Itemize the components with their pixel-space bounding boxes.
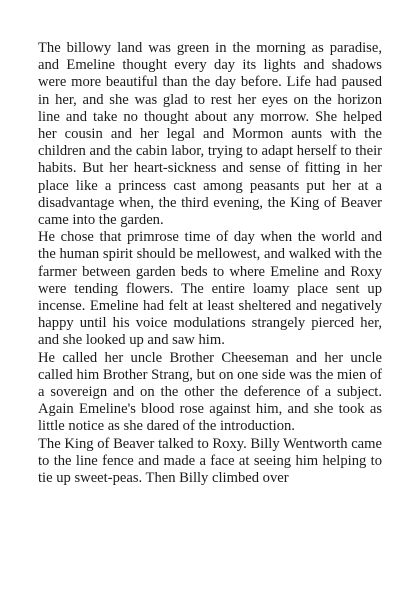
- paragraph: He chose that primrose time of day when the world and the human spirit should be mellowest, and walked with the farmer between garden beds to where Emeline and Roxy were tending flowers. The entire loamy place sent up incense. Emeline had felt at least sheltered and negatively happy until his voice modulations strangely pierced her, and she looked up and saw him.: [38, 229, 382, 349]
- paragraph: The billowy land was green in the morning as paradise, and Emeline thought every day its lights and shadows were more beautiful than the day before. Life had paused in her, and she was glad to rest her eyes on the horizon line and take no thought about any morrow. She helped her cousin and her legal and Mormon aunts with the children and the cabin labor, trying to adapt herself to their habits. But her heart-sickness and sense of fitting in her place like a princess cast among peasants put her at a disadvantage when, the third evening, the King of Beaver came into the garden.: [38, 40, 382, 229]
- paragraph: He called her uncle Brother Cheeseman and her uncle called him Brother Strang, but on one side was the mien of a sovereign and on the other the deference of a subject. Again Emeline's blood rose against him, and she took as little notice as she dared of the introduction.: [38, 349, 382, 435]
- paragraph: The King of Beaver talked to Roxy. Billy Wentworth came to the line fence and made a face at seeing him helping to tie up sweet-peas. Then Billy climbed over: [38, 435, 382, 487]
- page-text: [38, 40, 382, 487]
